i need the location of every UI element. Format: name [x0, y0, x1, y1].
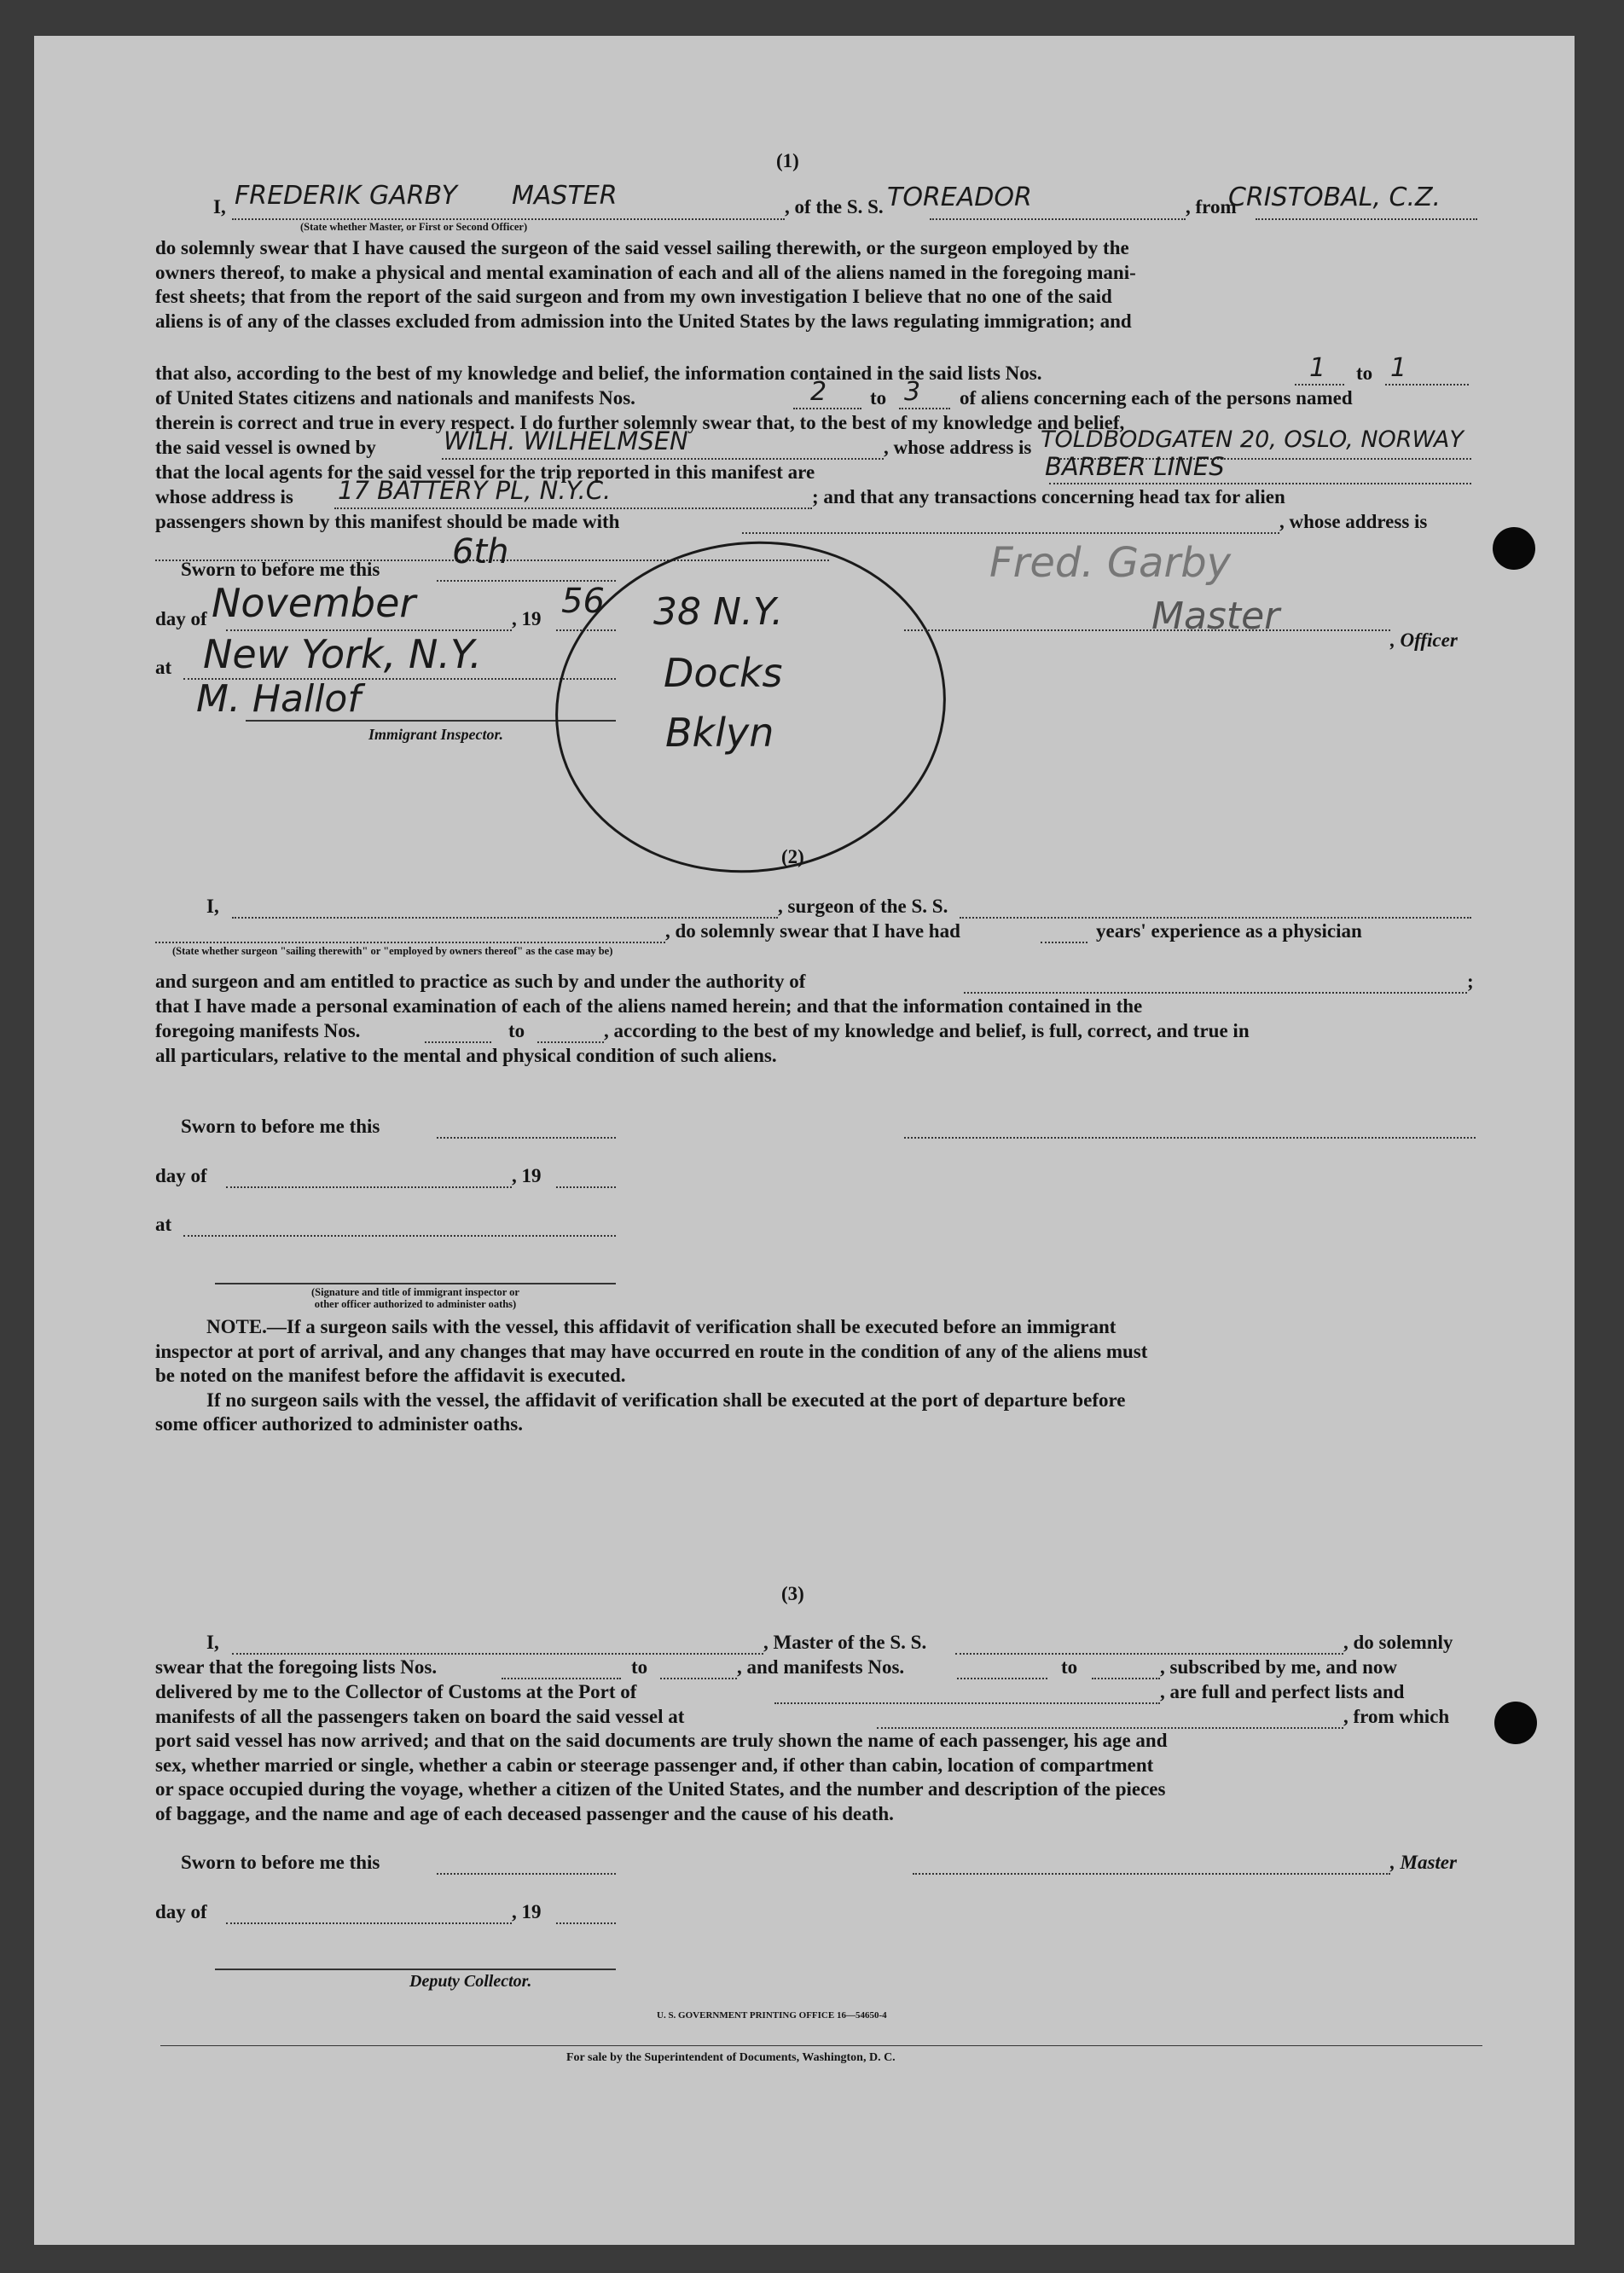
authority-semicolon: ; [1467, 971, 1474, 992]
place-line-2 [183, 1235, 616, 1237]
correct-line-text: therein is correct and true in every respect. I do further solemnly swear that, to the best of my knowledge and belief, [155, 412, 1125, 433]
handwritten-place: New York, N.Y. [203, 631, 482, 677]
surgeon-i-label: I, [206, 896, 219, 917]
handwritten-from-port: CRISTOBAL, C.Z. [1228, 183, 1441, 212]
oath-line: fest sheets; that from the report of the said surgeon and from my own investigation I believe that no one of the said [155, 286, 1112, 308]
handwritten-rank: MASTER [512, 181, 618, 211]
stamp-text-line-1: 38 N.Y. [653, 590, 784, 634]
manifest-affidavit-page [34, 36, 1575, 2245]
section-3-lists-to: to [631, 1656, 648, 1678]
gpo-imprint: U. S. GOVERNMENT PRINTING OFFICE 16—54650-4 [657, 2010, 887, 2021]
sworn-label-3: Sworn to before me this [181, 1852, 380, 1873]
passengers-label: passengers shown by this manifest should be made with [155, 511, 620, 532]
manifests-line-text: of United States citizens and nationals and manifests Nos. [155, 387, 635, 409]
signature-title-note-2: other officer authorized to administer oaths) [314, 1298, 517, 1310]
section-3-from-which: , from which [1343, 1706, 1450, 1727]
examination-text: that I have made a personal examination of each of the aliens named herein; and that the information contained in the [155, 995, 1143, 1017]
section-3-oath-text [155, 1729, 1473, 1826]
signature-title-note-1: (Signature and title of immigrant inspector or [311, 1286, 519, 1298]
authority-text: and surgeon and am entitled to practice as such by and under the authority of [155, 971, 806, 992]
sale-imprint: For sale by the Superintendent of Documents, Washington, D. C. [566, 2051, 896, 2064]
stamp-text-line-2: Docks [664, 650, 783, 696]
surgeon-signature-line [904, 1137, 1476, 1139]
note-line: some officer authorized to administer oaths. [155, 1413, 523, 1435]
oath-line: aliens is of any of the classes excluded from admission into the United States by the laws regulating immigration; and [155, 310, 1132, 332]
note-line: NOTE.—If a surgeon sails with the vessel, this affidavit of verification shall be executed before an immigrant [206, 1316, 1116, 1337]
surgeon-of-ss-label: , surgeon of the S. S. [778, 896, 948, 917]
surgeon-manifests-text: , according to the best of my knowledge and belief, is full, correct, and true in [604, 1020, 1250, 1041]
handwritten-master-signature: Fred. Garby [989, 539, 1232, 587]
manifests-from-line [793, 408, 861, 409]
master-name-line [232, 218, 785, 220]
manifests-to-line [899, 408, 950, 409]
oath-line: owners thereof, to make a physical and mental examination of each and all of the aliens named in the foregoing mani- [155, 261, 1136, 283]
manifests-line-end: of aliens concerning each of the persons named [960, 387, 1353, 409]
master-label: , Master [1390, 1852, 1457, 1873]
day-of-label-1: day of [155, 608, 207, 629]
note-line: inspector at port of arrival, and any changes that may have occurred en route in the condition of any of the aliens must [155, 1340, 1148, 1362]
years-experience-line [1041, 942, 1088, 943]
handwritten-owner-address: TOLDBODGATEN 20, OSLO, NORWAY [1041, 426, 1464, 453]
section-3-master-of-ss: , Master of the S. S. [763, 1632, 927, 1653]
section-3-number: (3) [781, 1583, 804, 1604]
section-2-number: (2) [781, 846, 804, 867]
at-label-2: at [155, 1214, 172, 1235]
handwritten-month: November [212, 580, 416, 626]
section-3-delivered: delivered by me to the Collector of Customs at the Port of [155, 1681, 637, 1702]
month-line-3 [226, 1922, 512, 1924]
owned-by-label: the said vessel is owned by [155, 437, 376, 458]
oath-line: port said vessel has now arrived; and that on the said documents are truly shown the name of each passenger, his age and [155, 1730, 1168, 1751]
section-3-manifests-label: , and manifests Nos. [737, 1656, 905, 1678]
handwritten-inspector-signature: M. Hallof [196, 677, 361, 721]
oath-line: sex, whether married or single, whether a cabin or steerage passenger and, if other than cabin, location of compartment [155, 1754, 1154, 1776]
stamp-text-line-3: Bklyn [665, 710, 774, 756]
section-3-manifests-from-line [957, 1678, 1047, 1679]
lists-line-text: that also, according to the best of my knowledge and belief, the information contained in the said lists Nos. [155, 362, 1042, 384]
handwritten-lists-to: 1 [1390, 353, 1407, 383]
section-3-port-line [774, 1702, 1160, 1704]
day-of-label-2: day of [155, 1165, 207, 1186]
passengers-address-label: , whose address is [1279, 511, 1428, 532]
handwritten-master-name: FREDERIK GARBY [235, 181, 458, 211]
from-label: , from [1186, 196, 1237, 217]
section-3-full-perfect: , are full and perfect lists and [1160, 1681, 1405, 1702]
officer-label: , Officer [1390, 629, 1458, 651]
from-port-line [1256, 218, 1477, 220]
section-1-oath-text [155, 236, 1473, 333]
section-1-number: (1) [776, 150, 799, 171]
oath-line: or space occupied during the voyage, whether a citizen of the United States, and the number and description of the pieces [155, 1778, 1166, 1800]
year-prefix-3: , 19 [512, 1901, 542, 1922]
handwritten-vessel: TOREADOR [887, 183, 1032, 212]
officer-signature-line [904, 629, 1390, 631]
surgeon-manifests-to-label: to [508, 1020, 525, 1041]
handwritten-agents: BARBER LINES [1045, 452, 1225, 481]
handwritten-master-title: Master [1151, 594, 1280, 638]
owner-address-label: , whose address is [884, 437, 1032, 458]
section-3-lists-to-line [660, 1678, 737, 1679]
surgeon-note-paragraph [155, 1315, 1473, 1437]
sworn-label-1: Sworn to before me this [181, 559, 380, 580]
surgeon-swear-text: , do solemnly swear that I have had [665, 920, 960, 942]
of-the-ss-label: , of the S. S. [785, 196, 884, 217]
deputy-collector-label: Deputy Collector. [409, 1972, 532, 1991]
day-of-label-3: day of [155, 1901, 207, 1922]
foregoing-manifests-label: foregoing manifests Nos. [155, 1020, 361, 1041]
oath-officer-signature-line [215, 1283, 616, 1284]
note-line: If no surgeon sails with the vessel, the affidavit of verification shall be executed at the port of departure before [206, 1389, 1126, 1411]
section-3-manifests-to: to [1061, 1656, 1078, 1678]
handwritten-manifests-from: 2 [810, 377, 827, 407]
section-3-manifests-to-line [1092, 1678, 1160, 1679]
agents-label: that the local agents for the said vessel for the trip reported in this manifest are [155, 461, 815, 483]
section-3-lists-label: swear that the foregoing lists Nos. [155, 1656, 438, 1678]
handwritten-sworn-day: 6th [452, 532, 509, 571]
surgeon-status-line [155, 942, 665, 943]
vessel-name-line [930, 218, 1186, 220]
handwritten-owner: WILH. WILHELMSEN [444, 426, 688, 455]
section-3-do-solemnly: , do solemnly [1343, 1632, 1453, 1653]
footer-rule [160, 2045, 1482, 2046]
oath-line: of baggage, and the name and age of each deceased passenger and the cause of his death. [155, 1802, 894, 1824]
surgeon-status-note: (State whether surgeon "sailing therewith" or "employed by owners thereof" as the case may be) [172, 945, 613, 957]
punch-hole-bottom [1494, 1702, 1537, 1744]
section-3-i-label: I, [206, 1632, 219, 1653]
section-3-subscribed: , subscribed by me, and now [1160, 1656, 1397, 1678]
handwritten-year: 56 [561, 582, 605, 621]
section-1-i-label: I, [213, 196, 226, 217]
year-prefix-1: , 19 [512, 608, 542, 629]
master-signature-line-3 [913, 1873, 1390, 1875]
lists-to-label: to [1356, 362, 1373, 384]
years-experience-text: years' experience as a physician [1096, 920, 1362, 942]
section-3-taken-on-board: manifests of all the passengers taken on board the said vessel at [155, 1706, 685, 1727]
handwritten-agent-address: 17 BATTERY PL, N.Y.C. [338, 476, 612, 505]
sworn-day-line-2 [437, 1137, 616, 1139]
year-prefix-2: , 19 [512, 1165, 542, 1186]
handwritten-lists-from: 1 [1309, 353, 1326, 383]
handwritten-manifests-to: 3 [904, 377, 921, 407]
year-line-3 [556, 1922, 616, 1924]
lists-to-line [1385, 384, 1469, 386]
particulars-text: all particulars, relative to the mental and physical condition of such aliens. [155, 1045, 777, 1066]
oath-line: do solemnly swear that I have caused the surgeon of the said vessel sailing therewith, or the surgeon employed by the [155, 237, 1129, 258]
year-line-2 [556, 1186, 616, 1188]
at-label-1: at [155, 657, 172, 678]
sworn-label-2: Sworn to before me this [181, 1116, 380, 1137]
officer-rank-note: (State whether Master, or First or Second Officer) [300, 221, 528, 233]
punch-hole-top [1493, 527, 1535, 570]
agent-address-label: whose address is [155, 486, 293, 507]
sworn-day-line-3 [437, 1873, 616, 1875]
head-tax-text: ; and that any transactions concerning head tax for alien [812, 486, 1285, 507]
manifests-to-label: to [870, 387, 887, 409]
month-line-2 [226, 1186, 512, 1188]
immigrant-inspector-label: Immigrant Inspector. [368, 726, 504, 743]
note-line: be noted on the manifest before the affidavit is executed. [155, 1365, 626, 1387]
